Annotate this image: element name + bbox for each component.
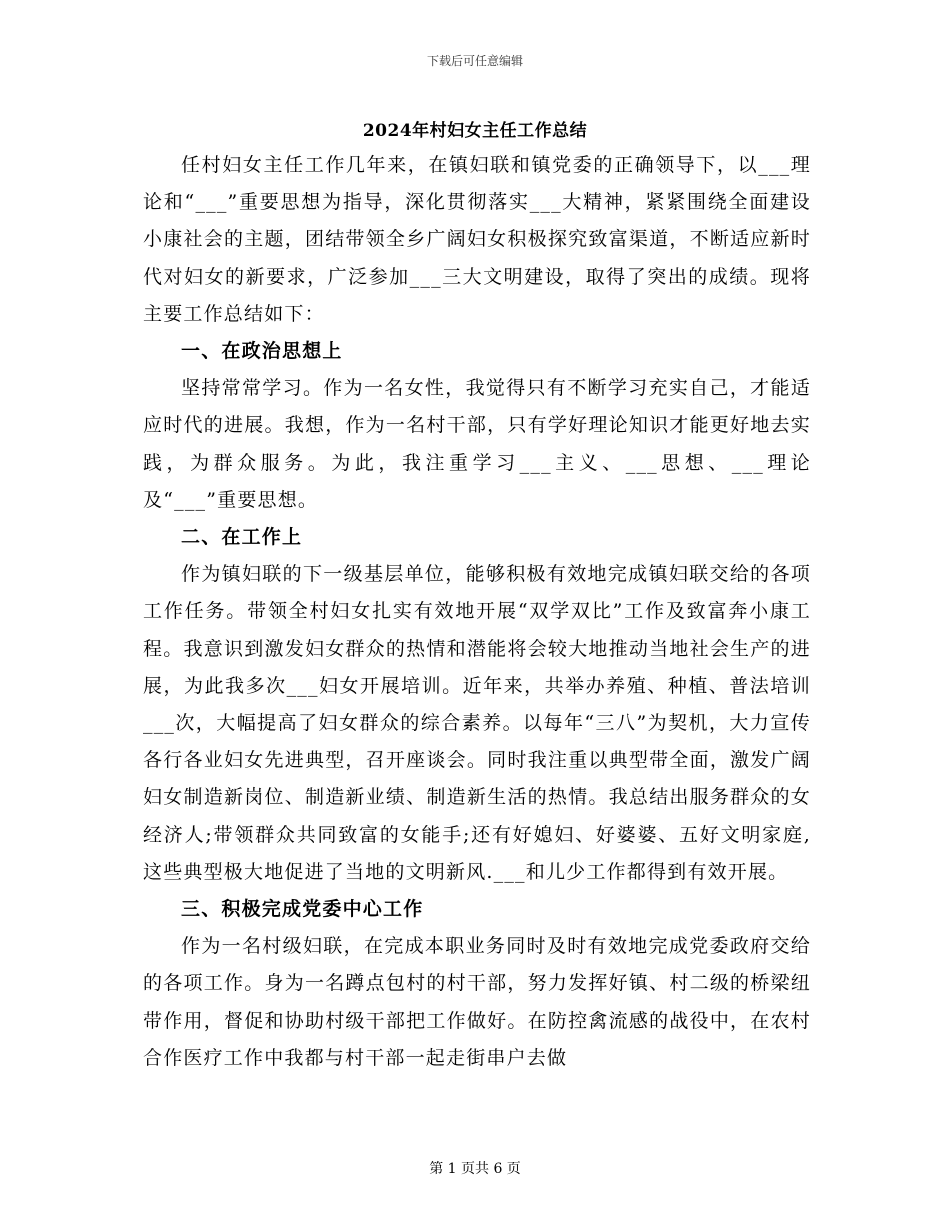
document-title: 2024年村妇女主任工作总结 bbox=[362, 121, 588, 141]
section-heading-party: 三、积极完成党委中心工作 bbox=[181, 898, 424, 921]
section-heading-work: 二、在工作上 bbox=[181, 526, 303, 549]
header-note: 下载后可任意编辑 bbox=[426, 54, 523, 68]
section-heading-politics: 一、在政治思想上 bbox=[181, 340, 343, 363]
politics-paragraph: 坚持常常学习。作为一名女性，我觉得只有不断学习充实自己，才能适应时代的进展。我想，作为一名村干部，只有学好理论知识才能更好地去实践，为群众服务。为此，我注重学习___主义、___思想、___理论及“___”重要思想。 bbox=[143, 377, 811, 511]
page-footer: 第 1 页共 6 页 bbox=[429, 1161, 521, 1177]
document-body bbox=[143, 147, 811, 1077]
work-paragraph: 作为镇妇联的下一级基层单位，能够积极有效地完成镇妇联交给的各项工作任务。带领全村妇女扎实有效地开展“双学双比”工作及致富奔小康工程。我意识到激发妇女群众的热情和潜能将会较大地推动当地社会生产的进展，为此我多次___妇女开展培训。近年来，共举办养殖、种植、普法培训___次，大幅提高了妇女群众的综合素养。以每年“三八”为契机，大力宣传各行各业妇女先进典型，召开座谈会。同时我注重以典型带全面，激发广阔妇女制造新岗位、制造新业绩、制造新生活的热情。我总结出服务群众的女经济人;带领群众共同致富的女能手;还有好媳妇、好婆婆、五好文明家庭,这些典型极大地促进了当地的文明新风.___和儿少工作都得到有效开展。 bbox=[143, 563, 811, 883]
party-paragraph: 作为一名村级妇联，在完成本职业务同时及时有效地完成党委政府交给的各项工作。身为一名蹲点包村的村干部，努力发挥好镇、村二级的桥梁纽带作用，督促和协助村级干部把工作做好。在防控禽流感的战役中，在农村合作医疗工作中我都与村干部一起走街串户去做 bbox=[143, 935, 811, 1069]
intro-paragraph: 任村妇女主任工作几年来，在镇妇联和镇党委的正确领导下，以___理论和“___”重要思想为指导，深化贯彻落实___大精神，紧紧围绕全面建设小康社会的主题，团结带领全乡广阔妇女积极探究致富渠道，不断适应新时代对妇女的新要求，广泛参加___三大文明建设，取得了突出的成绩。现将主要工作总结如下： bbox=[143, 154, 811, 325]
